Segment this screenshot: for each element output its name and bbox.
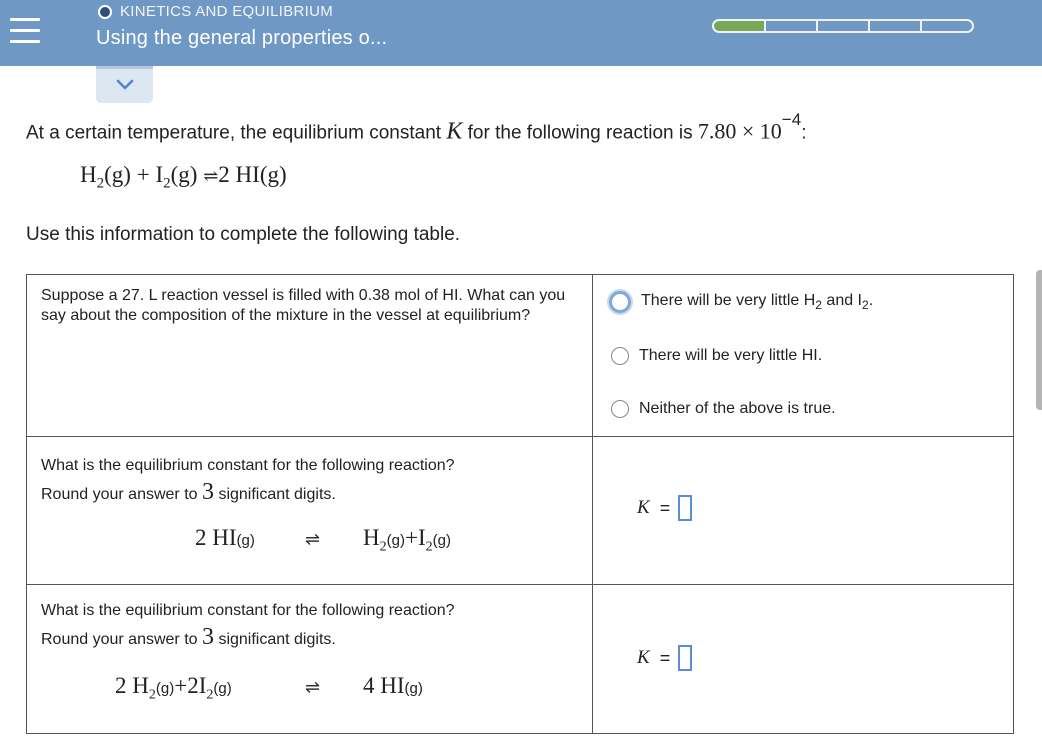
subscript: 2	[206, 687, 214, 703]
subscript: 2	[163, 175, 171, 192]
progress-segment	[868, 19, 922, 33]
equals-sign: =	[659, 647, 671, 668]
intro-suffix: :	[801, 122, 807, 144]
topic-dot-icon	[98, 5, 112, 19]
option-label	[641, 292, 873, 312]
question-table	[26, 274, 1014, 734]
k-answer-row	[637, 495, 692, 521]
k-exponent: −4	[781, 110, 802, 129]
table-cell	[27, 585, 593, 733]
collapse-button[interactable]	[96, 66, 153, 103]
topic-row	[98, 3, 333, 20]
intro-text: At a certain temperature, the equilibrium constant	[26, 122, 442, 144]
subscript: 2	[96, 175, 105, 192]
species: 2 HI	[195, 525, 237, 550]
intro-sentence	[26, 110, 807, 145]
question-text-part: significant digits.	[218, 486, 336, 503]
question-text-part: Round your answer to	[41, 486, 198, 503]
subscript: 2	[862, 298, 869, 313]
topic-label: KINETICS AND EQUILIBRIUM	[120, 3, 334, 20]
radio-option-little-h2-i2[interactable]	[611, 291, 873, 313]
table-cell	[27, 437, 593, 584]
species: 2 H	[115, 673, 149, 698]
side-panel-tab[interactable]	[1036, 270, 1042, 410]
option-text: There will be very little H	[641, 291, 816, 309]
question-text: Suppose a 27. L reaction vessel is filled with 0.38 mol of HI. What can you say about the composition of the mixture in the vessel at equilibrium?	[41, 287, 566, 324]
k-symbol: K	[446, 118, 463, 145]
species: I	[417, 525, 426, 550]
species: 4 HI	[363, 673, 405, 698]
table-cell	[27, 275, 593, 436]
plus-sign: +	[136, 162, 150, 187]
question-text-part: significant digits.	[218, 631, 336, 648]
subscript: 2	[148, 687, 156, 703]
k-label: K	[637, 497, 650, 518]
product-hi: 2 HI	[218, 162, 260, 187]
k-label: K	[637, 647, 650, 668]
radio-option-little-hi[interactable]	[611, 347, 822, 365]
plus-sign: +	[174, 673, 188, 698]
subscript: 2	[815, 298, 822, 313]
state: (g)	[386, 532, 405, 549]
question-text-part: Round your answer to	[41, 631, 198, 648]
state: (g)	[236, 532, 255, 549]
question-text	[41, 453, 571, 508]
subscript: 2	[379, 539, 387, 555]
sig-digits: 3	[201, 479, 214, 505]
chevron-down-icon	[115, 79, 135, 91]
question-line: What is the equilibrium constant for the following reaction?	[41, 602, 455, 619]
state: (g)	[213, 680, 232, 697]
plus-sign: +	[404, 525, 418, 550]
question-line: What is the equilibrium constant for the following reaction?	[41, 457, 455, 474]
k-answer-input[interactable]	[678, 645, 692, 671]
question-text	[41, 598, 571, 653]
progress-bar	[712, 19, 974, 33]
k-answer-row	[637, 645, 692, 671]
header-bar	[0, 0, 1042, 66]
question-line	[41, 479, 571, 508]
menu-icon[interactable]	[0, 0, 48, 66]
option-label: Neither of the above is true.	[639, 400, 836, 417]
option-text: .	[868, 291, 874, 309]
reactant-i: I	[155, 162, 164, 187]
reactant-h: H	[80, 162, 97, 187]
reaction-lhs	[115, 673, 232, 704]
equilibrium-arrow-icon: ⇌	[305, 677, 321, 697]
radio-button[interactable]	[611, 347, 629, 365]
k-value: 7.80 × 10	[697, 118, 782, 144]
equilibrium-arrow-icon: ⇌	[203, 166, 219, 186]
reaction-rhs	[363, 673, 423, 699]
sig-digits: 3	[201, 624, 214, 650]
question-line	[41, 624, 571, 653]
radio-button[interactable]	[609, 291, 631, 313]
state: (g)	[259, 162, 287, 187]
instruction-text: Use this information to complete the following table.	[26, 224, 461, 245]
table-row	[27, 585, 1013, 733]
table-row	[27, 437, 1013, 585]
species: 2I	[187, 673, 207, 698]
progress-segment	[816, 19, 870, 33]
state: (g)	[170, 162, 198, 187]
equilibrium-arrow-icon: ⇌	[305, 529, 321, 549]
intro-text-mid: for the following reaction is	[467, 122, 693, 144]
option-text: and I	[821, 291, 862, 309]
progress-segment	[764, 19, 818, 33]
state: (g)	[104, 162, 131, 187]
reaction-lhs	[195, 525, 255, 551]
progress-segment	[920, 19, 974, 33]
species: H	[363, 525, 380, 550]
k-answer-input[interactable]	[678, 495, 692, 521]
main-reaction	[80, 162, 287, 193]
table-row	[27, 275, 1013, 437]
state: (g)	[404, 680, 423, 697]
option-label: There will be very little HI.	[639, 347, 823, 364]
subscript: 2	[425, 539, 433, 555]
radio-option-neither[interactable]	[611, 400, 836, 418]
radio-button[interactable]	[611, 400, 629, 418]
state: (g)	[432, 532, 451, 549]
progress-segment	[712, 19, 766, 33]
state: (g)	[155, 680, 175, 697]
equals-sign: =	[659, 497, 671, 518]
reaction-rhs	[363, 525, 451, 556]
lesson-title: Using the general properties o...	[96, 27, 388, 49]
